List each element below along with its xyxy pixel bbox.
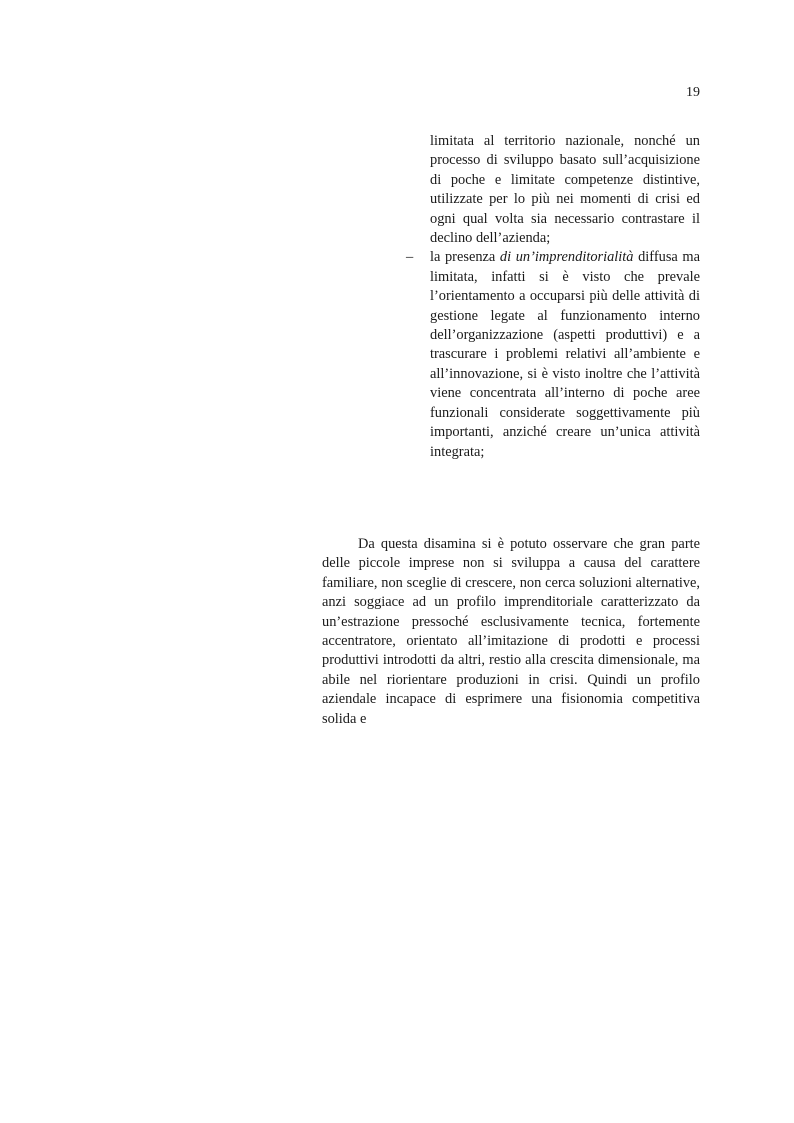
bullet-item-continuation <box>404 132 700 248</box>
bullet-list <box>404 132 700 462</box>
bullet-italic-phrase: di un’imprenditorialità <box>499 249 634 266</box>
bullet-text: diffusa ma limitata, infatti si è visto che prevale l’orientamento a occuparsi più delle attività di gestione legate al funzionamento interno dell’organizzazione (aspetti produttivi) e a trascurare i problemi relativi all’ambiente e all’innovazione, si è visto inoltre che l’attività viene concentrata all’interno di poche aree funzionali considerate soggettivamente più importanti, anziché creare un’unica attività integrata; <box>430 249 700 460</box>
page-number: 19 <box>686 85 700 100</box>
bullet-item-imprenditorialita <box>404 248 700 461</box>
dash-bullet: – <box>406 249 414 266</box>
body-paragraph: Da questa disamina si è potuto osservare che gran parte delle piccole imprese non si sviluppa a causa del carattere familiare, non sceglie di crescere, non cerca soluzioni alternative, anzi soggiace ad un profilo imprenditoriale caratterizzato da un’estrazione pressoché esclusivamente tecnica, fortemente accentratore, orientato all’imitazione di prodotti e processi produttivi introdotti da altri, restio alla crescita dimensionale, ma abile nel riorientare produzioni in crisi. Quindi un profilo aziendale incapace di esprimere una fisionomia competitiva solida e <box>322 536 700 727</box>
bullet-text: limitata al territorio nazionale, nonché un processo di sviluppo basato sull’acquisizione di poche e limitate competenze distintive, utilizzate per lo più nei momenti di crisi ed ogni qual volta sia necessario contrastare il declino dell’azienda; <box>430 133 700 247</box>
bullet-prefix: la presenza <box>430 249 500 266</box>
